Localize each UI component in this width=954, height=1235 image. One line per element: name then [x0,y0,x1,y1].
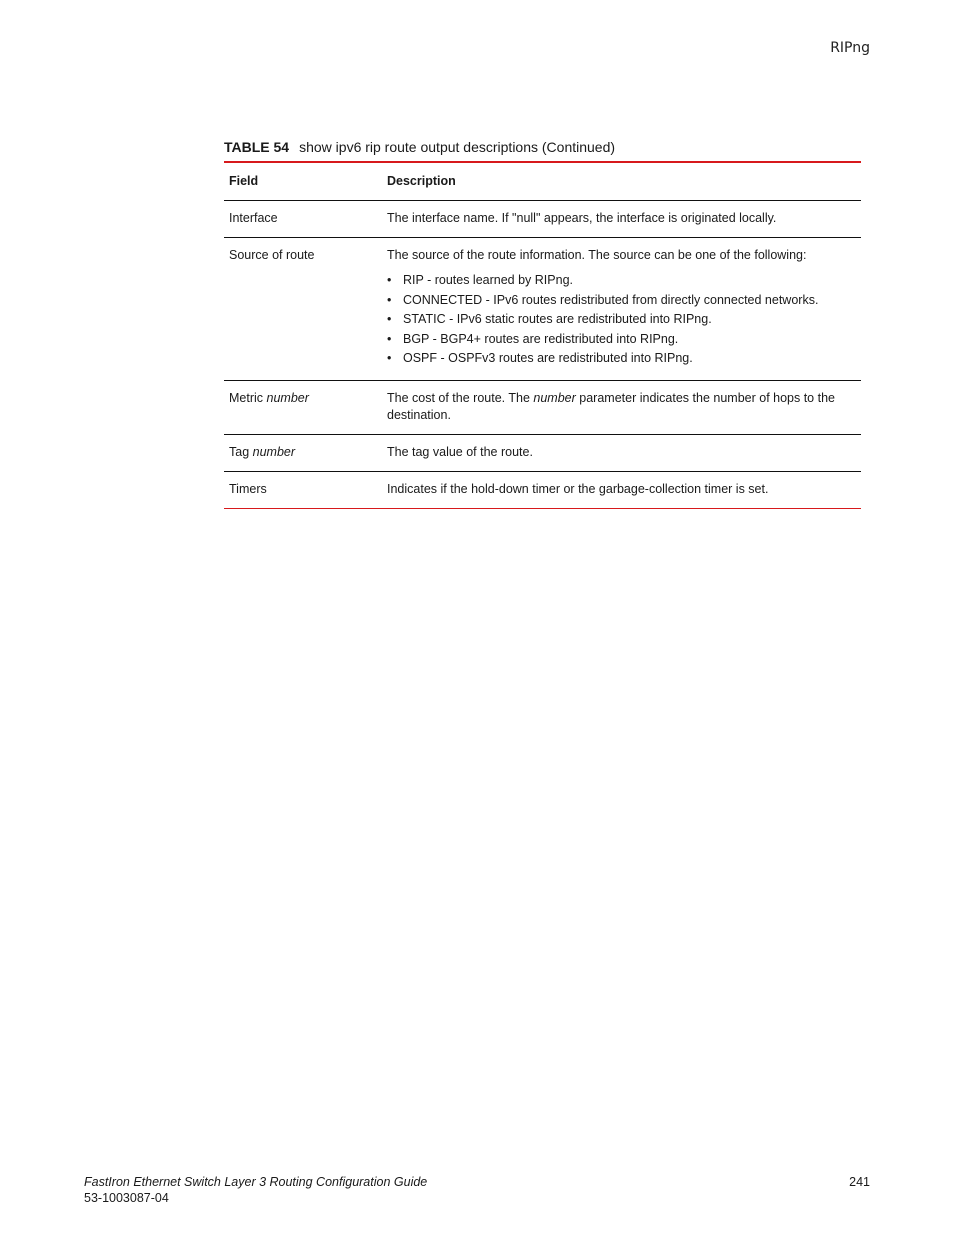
list-item: • OSPF - OSPFv3 routes are redistributed into RIPng. [387,351,693,365]
description-cell [382,238,861,381]
page-footer [84,1175,870,1206]
field-cell: Interface [224,201,382,238]
description-cell: Indicates if the hold-down timer or the garbage-collection timer is set. [382,471,861,508]
table-caption-label: TABLE 54 [224,139,290,155]
table-row [224,471,861,508]
table-row [224,201,861,238]
column-header-description: Description [382,163,861,201]
field-cell: Tag number [224,434,382,471]
table-caption [224,138,861,163]
column-header-field: Field [224,163,382,201]
table-header-row [224,163,861,201]
description-cell: The interface name. If "null" appears, the interface is originated locally. [382,201,861,238]
guide-title: FastIron Ethernet Switch Layer 3 Routing Configuration Guide [84,1175,428,1189]
document-number: 53-1003087-04 [84,1190,169,1205]
field-parameter: number [252,444,296,459]
running-header: RIPng [830,40,870,56]
list-item: • RIP - routes learned by RIPng. [387,273,573,287]
bullet-icon: • [387,331,392,346]
description-parameter: number [533,390,576,405]
field-cell: Source of route [224,238,382,381]
description-cell: The tag value of the route. [382,434,861,471]
bullet-icon: • [387,292,392,307]
table-caption-text: show ipv6 rip route output descriptions (Continued) [299,139,616,155]
fields-table [224,163,861,509]
list-item: • STATIC - IPv6 static routes are redistributed into RIPng. [387,312,712,326]
bullet-icon: • [387,312,392,326]
list-item: • BGP - BGP4+ routes are redistributed into RIPng. [387,331,679,346]
table-row [224,380,861,434]
page-number: 241 [849,1175,870,1189]
table-row [224,238,861,381]
description-text: The source of the route information. The source can be one of the following: [387,248,807,262]
description-table-block [224,138,861,509]
bullet-icon: • [387,273,392,287]
table-row [224,434,861,471]
field-cell: Metric number [224,380,382,434]
source-bullet-list [387,272,856,367]
field-cell: Timers [224,471,382,508]
bullet-icon: • [387,351,392,365]
description-cell: The cost of the route. The number parameter indicates the number of hops to the destination. [382,380,861,434]
list-item: • CONNECTED - IPv6 routes redistributed from directly connected networks. [387,292,819,307]
field-parameter: number [266,390,309,405]
